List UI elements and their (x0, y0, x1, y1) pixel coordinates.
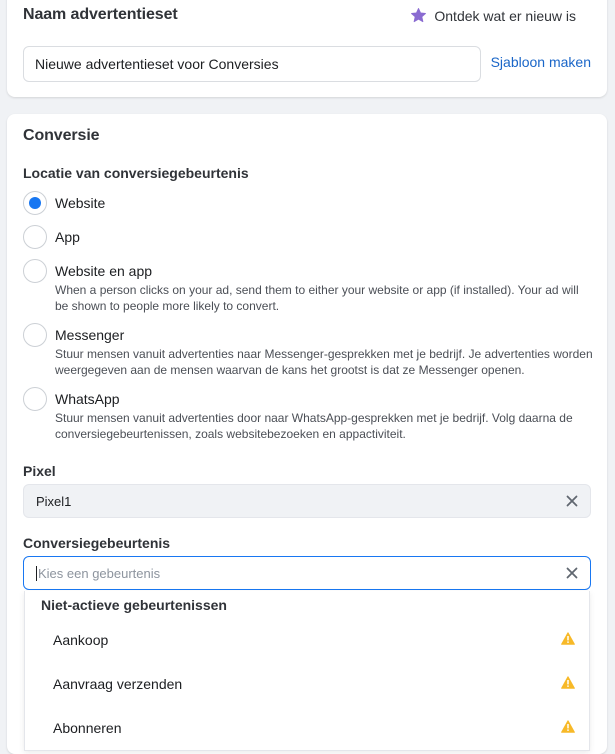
radio-description: Stuur mensen vanuit advertenties door naar WhatsApp-gesprekken met je bedrijf. Volg daarna de conversiegebeurtenissen, zoals websitebezoeken en appactiviteit. (55, 411, 573, 441)
radio-label: App (55, 229, 80, 245)
dropdown-item-label: Aankoop (53, 632, 109, 648)
conversion-event-placeholder: Kies een gebeurtenis (38, 565, 161, 581)
conversion-card (7, 114, 607, 754)
radio-button[interactable] (23, 225, 47, 249)
whats-new-link[interactable] (410, 7, 576, 24)
warning-icon (561, 632, 575, 645)
dropdown-item-abonneren[interactable] (25, 706, 589, 750)
radio-option-app[interactable] (23, 225, 591, 249)
pixel-value: Pixel1 (36, 493, 72, 509)
radio-description: When a person clicks on your ad, send them to either your website or app (if installed). Your ad will be shown to people more likely to convert. (55, 283, 579, 313)
dropdown-group-header: Niet-actieve gebeurtenissen (41, 597, 227, 613)
pixel-select[interactable] (23, 484, 591, 518)
dropdown-item-label: Abonneren (53, 720, 122, 736)
warning-icon (561, 676, 575, 689)
clear-event-icon[interactable] (564, 565, 580, 581)
radio-label: WhatsApp (55, 391, 120, 407)
warning-icon (561, 720, 575, 733)
conversion-location-label: Locatie van conversiegebeurtenis (23, 165, 249, 181)
radio-description: Stuur mensen vanuit advertenties naar Messenger-gesprekken met je bedrijf. Je advertenties worden weergegeven aan de mensen waarvan de kans het grootst is dat ze Messenger openen. (55, 347, 593, 377)
star-icon (410, 7, 427, 24)
ad-set-name-card (7, 0, 607, 97)
radio-button[interactable] (23, 323, 47, 347)
clear-pixel-icon[interactable] (564, 493, 580, 509)
text-caret (36, 566, 37, 581)
radio-option-website-and-app[interactable] (23, 259, 591, 314)
radio-option-website[interactable] (23, 191, 591, 215)
conversion-event-label: Conversiegebeurtenis (23, 535, 171, 551)
ad-set-name-title: Naam advertentieset (23, 6, 178, 23)
radio-label: Messenger (55, 327, 125, 343)
whats-new-label: Ontdek wat er nieuw is (434, 7, 576, 24)
radio-option-whatsapp[interactable] (23, 387, 591, 442)
radio-label: Website (55, 195, 106, 211)
radio-label: Website en app (55, 263, 153, 279)
radio-button[interactable] (23, 387, 47, 411)
conversion-event-dropdown (24, 591, 590, 751)
create-template-link[interactable]: Sjabloon maken (490, 54, 591, 70)
radio-button[interactable] (23, 259, 47, 283)
radio-option-messenger[interactable] (23, 323, 591, 378)
ad-set-name-input[interactable]: Nieuwe advertentieset voor Conversies (23, 46, 481, 82)
radio-button[interactable] (23, 191, 47, 215)
dropdown-item-aankoop[interactable] (25, 618, 589, 662)
dropdown-item-aanvraag-verzenden[interactable] (25, 662, 589, 706)
dropdown-item-label: Aanvraag verzenden (53, 676, 183, 692)
conversion-event-input[interactable] (23, 556, 591, 590)
conversion-title: Conversie (23, 127, 100, 144)
pixel-label: Pixel (23, 463, 56, 479)
